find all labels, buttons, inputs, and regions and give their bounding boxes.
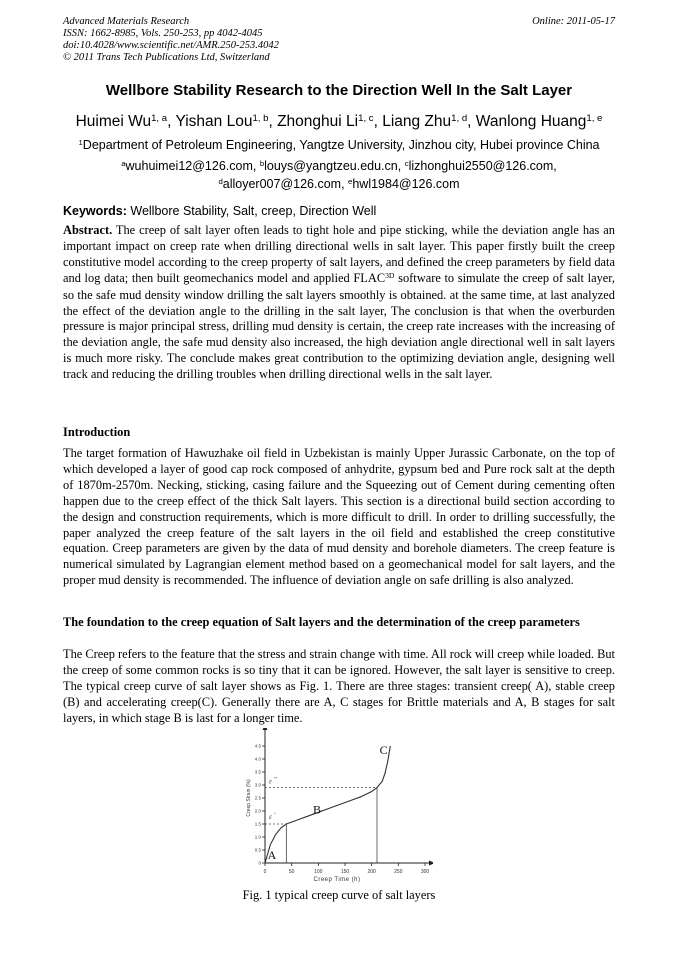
email-marker: d xyxy=(218,176,223,186)
email-separator: , xyxy=(252,159,260,173)
journal-issn: ISSN: 1662-8985, Vols. 250-253, pp 4042-4045 xyxy=(63,28,263,39)
y-tick-label: 2.5 xyxy=(254,795,261,801)
strain-label-star: ε xyxy=(269,813,272,821)
email-marker: c xyxy=(404,158,409,168)
email-separator: , xyxy=(397,159,405,173)
author-separator: , xyxy=(373,113,383,130)
abstract-text-2: software to simulate the creep of salt layer, so the safe mud density window drilling the salt layers smoothly is obtained. at the same time, at last analyzed the effect of the deviation angle to the drilling in the salt layer, The conclusion is that when the overburden pressure is major principal stress, drilling mud density is certain, the creep rate increases with the increasing of the deviation angle, the safe mud density also increased, the high deviation angle directional well in salt layers is much more risky. The conclude makes great contribution to the optimizing deviation angle, designing well track and reducing the drilling troubles when drilling directional wells in the salt layer. xyxy=(63,270,615,382)
x-tick-label: 250 xyxy=(394,869,403,875)
x-axis-label: Creep Time (h) xyxy=(313,877,361,883)
y-tick-label: 1.5 xyxy=(254,821,261,827)
journal-header xyxy=(63,16,615,64)
author-name: Huimei Wu xyxy=(75,113,152,130)
y-axis-label: Creep Strain (%) xyxy=(246,779,252,817)
creep-curve-figure xyxy=(243,728,433,883)
y-tick-label: 0.5 xyxy=(254,847,261,853)
author-affiliation-marker: 1, b xyxy=(252,112,269,124)
email-address: wuhuimei12@126.com xyxy=(125,159,253,173)
author-affiliation-marker: 1, d xyxy=(451,112,468,124)
abstract-label: Abstract. xyxy=(63,223,113,237)
section-heading-foundation: The foundation to the creep equation of Salt layers and the determination of the creep parameters xyxy=(63,615,580,629)
email-marker: b xyxy=(259,158,265,168)
author-name: Zhonghui Li xyxy=(277,113,359,130)
section-heading-introduction: Introduction xyxy=(63,425,131,439)
email-marker: a xyxy=(121,158,126,168)
affiliation-marker: 1 xyxy=(78,137,83,147)
author-separator: , xyxy=(167,113,176,130)
stage-label-a: A xyxy=(267,848,277,863)
strain-label-double-star: ε xyxy=(269,777,272,786)
abstract xyxy=(63,223,615,383)
online-date: Online: 2011-05-17 xyxy=(532,16,615,27)
journal-name: Advanced Materials Research xyxy=(63,16,190,27)
email-marker: e xyxy=(348,176,353,186)
author-name: Yishan Lou xyxy=(175,113,253,130)
copyright-notice: © 2011 Trans Tech Publications Ltd, Switzerland xyxy=(63,52,270,63)
x-tick-label: 300 xyxy=(420,869,430,875)
email-separator: , xyxy=(553,159,557,173)
email-address: lizhonghui2550@126.com xyxy=(408,159,554,173)
stage-label-b: B xyxy=(313,802,322,817)
y-tick-label: 4.5 xyxy=(254,743,261,749)
y-tick-label: 2.0 xyxy=(254,808,261,814)
y-tick-label: 0 xyxy=(258,860,261,866)
strain-label-star-sup: * xyxy=(274,811,276,816)
author-affiliation-marker: 1, a xyxy=(151,112,168,124)
abstract-superscript: 3D xyxy=(385,270,395,280)
email-address: hwl1984@126.com xyxy=(352,177,460,191)
y-tick-label: 4.0 xyxy=(254,756,261,762)
stage-label-c: C xyxy=(379,742,388,757)
email-list xyxy=(0,158,678,194)
y-axis-arrow xyxy=(263,728,268,730)
email-address: louys@yangtzeu.edu.cn xyxy=(264,159,398,173)
x-tick-label: 0 xyxy=(263,869,267,875)
figure-caption: Fig. 1 typical creep curve of salt layers xyxy=(242,888,436,902)
affiliation-text: Department of Petroleum Engineering, Yangtze University, Jinzhou city, Hubei province China xyxy=(82,138,600,152)
affiliation xyxy=(0,138,678,152)
author-separator: , xyxy=(268,113,278,130)
x-tick-label: 200 xyxy=(367,869,376,875)
y-tick-label: 1.0 xyxy=(254,834,261,840)
keywords-text: Wellbore Stability, Salt, creep, Direction Well xyxy=(126,204,377,218)
keywords xyxy=(63,204,615,218)
paper-title: Wellbore Stability Research to the Direction Well In the Salt Layer xyxy=(105,82,573,99)
x-tick-label: 150 xyxy=(340,869,350,875)
foundation-paragraph: The Creep refers to the feature that the stress and strain change with time. All rock will creep while loaded. But the creep of some common rocks is so tiny that it can be ignored. However, the salt layer is sensitive to creep. The typical creep curve of salt layer shows as Fig. 1. There are three stages: transient creep( A), stable creep (B) and accelerating creep(C). Generally there are A, C stages for Brittle materials and A, B stages for salt layers, in which stage B is last for a longer time. xyxy=(63,647,615,725)
introduction-paragraph: The target formation of Hawuzhake oil field in Uzbekistan is mainly Upper Jurassic Carbonate, on the top of which developed a layer of good cap rock composed of anhydrite, gypsum bed and Pure rock salt at the depth of 1870m-2570m. Necking, sticking, casing failure and the Squeezing out of Cement during cementing often happen due to the creep effect of the thick Salt layers. This section is a directional build section according to the design and construction requirements, which is more difficult to drill. In order to drilling successfully, the paper analyzed the creep feature of the salt layers in the oil field and established the creep constitutive equation. Creep parameters are given by the data of mud density and borehole diameters. The creep feature is numerical simulated by Lagrangian element method based on a geomechanical model for salt layers, and the proper mud density is recommended. The influence of deviation angle on safe drilling is also analyzed. xyxy=(63,446,615,588)
x-tick-label: 100 xyxy=(314,869,323,875)
author-name: Wanlong Huang xyxy=(475,113,587,130)
x-tick-label: 50 xyxy=(288,869,295,875)
y-tick-label: 3.0 xyxy=(254,782,261,788)
keywords-label: Keywords: xyxy=(63,204,127,218)
email-separator: , xyxy=(341,177,349,191)
author-list xyxy=(0,113,678,131)
x-axis-arrow xyxy=(429,861,433,866)
creep-curve-line xyxy=(265,746,390,863)
author-affiliation-marker: 1, e xyxy=(586,112,603,124)
abstract-text-1: The creep of salt layer often leads to tight hole and pipe sticking, while the deviation angle has an important impact on creep rate when drilling directional wells in salt layer. This paper firstly built the creep constitutive model according to the creep property of salt layers, and defined the creep parameters by field data and log data; then built geomechanics model and applied FLAC xyxy=(63,223,615,285)
strain-label-double-star-sup: ** xyxy=(274,775,278,781)
author-separator: , xyxy=(467,113,476,130)
author-affiliation-marker: 1, c xyxy=(358,112,374,124)
article-doi: doi:10.4028/www.scientific.net/AMR.250-253.4042 xyxy=(63,40,279,51)
email-address: alloyer007@126.com xyxy=(222,177,342,191)
author-name: Liang Zhu xyxy=(382,113,452,130)
y-tick-label: 3.5 xyxy=(254,769,261,775)
creep-curve-chart xyxy=(243,728,433,883)
